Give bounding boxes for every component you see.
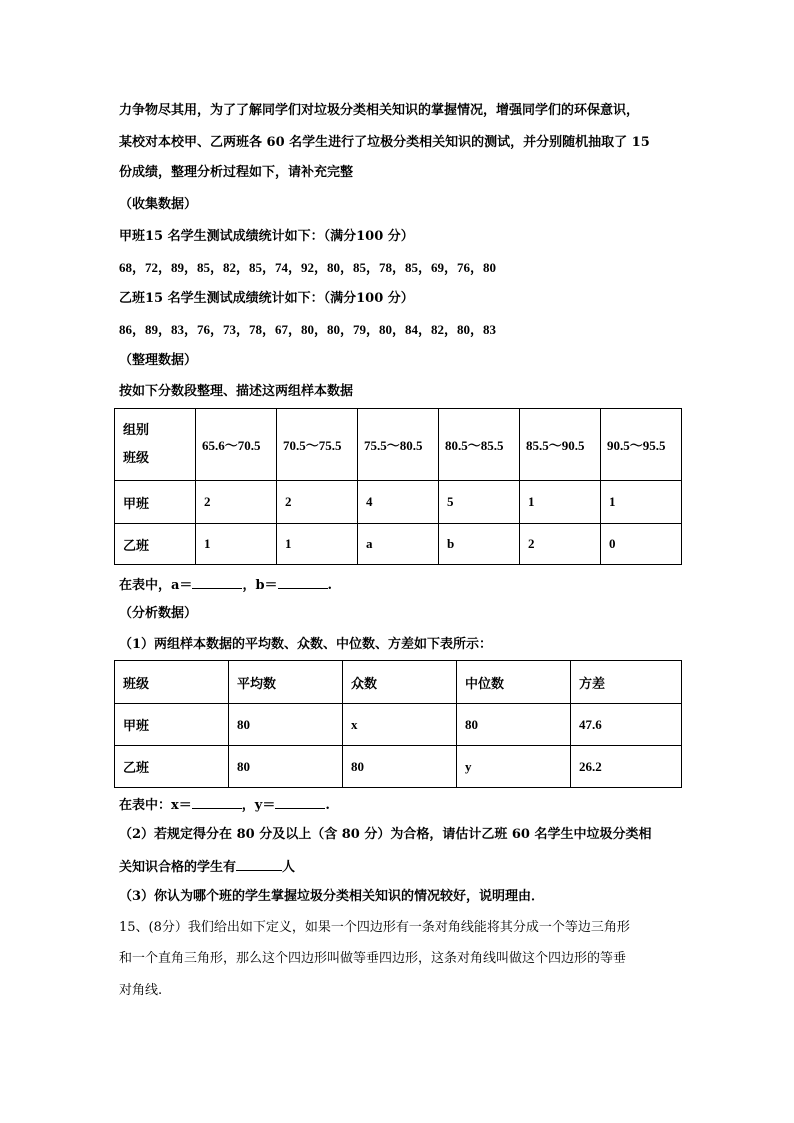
table-row <box>115 704 682 746</box>
table-cell: 4 <box>358 481 439 524</box>
corner-cell <box>115 409 196 481</box>
q2-suffix: 人 <box>282 860 296 875</box>
fill-in-ab <box>119 575 332 595</box>
table-cell: 80 <box>229 746 343 788</box>
answer-blank-a[interactable] <box>192 575 242 589</box>
corner-top-label: 组别 <box>123 422 150 438</box>
header-cell: 70.5～75.5 <box>277 409 358 481</box>
organize-desc: 按如下分数段整理、描述这两组样本数据 <box>119 384 354 399</box>
answer-blank-x[interactable] <box>192 795 242 809</box>
row-label: 甲班 <box>115 704 229 746</box>
yi-scores: 86，89，83，76，73，78，67，80，80，79，80，84，82，80，83 <box>119 322 497 337</box>
header-cell: 80.5～85.5 <box>439 409 520 481</box>
fill-xy-mid: ，y＝ <box>241 798 276 813</box>
intro-line-1: 力争物尽其用，为了了解同学们对垃圾分类相关知识的掌握情况，增强同学们的环保意识， <box>119 103 640 118</box>
table-row <box>115 409 682 481</box>
header-cell: 85.5～90.5 <box>520 409 601 481</box>
intro-line-2: 某校对本校甲、乙两班各 60 名学生进行了垃极分类相关知识的测试，并分别随机抽取了 15 <box>119 135 650 150</box>
frequency-table <box>114 408 682 565</box>
table-cell: 2 <box>277 481 358 524</box>
header-cell: 90.5～95.5 <box>601 409 682 481</box>
table-row <box>115 481 682 524</box>
row-label: 乙班 <box>115 524 196 565</box>
table-cell: y <box>457 746 571 788</box>
table-cell: 2 <box>196 481 277 524</box>
table-cell: 2 <box>520 524 601 565</box>
question-3: （3）你认为哪个班的学生掌握垃圾分类相关知识的情况较好，说明理由． <box>119 889 545 904</box>
header-cell: 65.6～70.5 <box>196 409 277 481</box>
table-row <box>115 746 682 788</box>
q2-prefix: 关知识合格的学生有 <box>119 860 237 875</box>
table-cell: a <box>358 524 439 565</box>
fill-xy-end: . <box>325 798 330 813</box>
intro-line-3: 份成绩，整理分析过程如下，请补充完整 <box>119 165 354 180</box>
answer-blank-y[interactable] <box>275 795 325 809</box>
question-2-line-2 <box>119 857 295 877</box>
table-cell: 5 <box>439 481 520 524</box>
fill-ab-prefix: 在表中，a＝ <box>119 578 193 593</box>
header-cell: 中位数 <box>457 661 571 704</box>
q15-line-3: 对角线. <box>119 983 163 998</box>
table-cell: 80 <box>343 746 457 788</box>
answer-blank-count[interactable] <box>236 857 282 871</box>
header-cell: 75.5～80.5 <box>358 409 439 481</box>
table-cell: b <box>439 524 520 565</box>
table-cell: 1 <box>277 524 358 565</box>
jia-scores: 68，72，89，85，82，85，74，92，80，85，78，85，69，76，80 <box>119 260 497 275</box>
header-cell: 方差 <box>571 661 682 704</box>
statistics-table <box>114 660 682 788</box>
table-row <box>115 661 682 704</box>
fill-ab-end: . <box>327 578 333 593</box>
table-cell: 1 <box>196 524 277 565</box>
table-cell: 47.6 <box>571 704 682 746</box>
answer-blank-b[interactable] <box>278 575 328 589</box>
table-cell: x <box>343 704 457 746</box>
table-row <box>115 524 682 565</box>
header-cell: 班级 <box>115 661 229 704</box>
analyze-heading: （分析数据） <box>119 606 198 621</box>
question-1: （1）两组样本数据的平均数、众数、中位数、方差如下表所示： <box>119 637 493 652</box>
header-cell: 平均数 <box>229 661 343 704</box>
fill-in-xy <box>119 795 330 815</box>
table-cell: 26.2 <box>571 746 682 788</box>
fill-ab-mid: ，b＝ <box>242 578 278 593</box>
table-cell: 1 <box>520 481 601 524</box>
q15-line-1: 15、(8分）我们给出如下定义，如果一个四边形有一条对角线能将其分成一个等边三角形 <box>119 920 630 935</box>
header-cell: 众数 <box>343 661 457 704</box>
collect-heading: （收集数据） <box>119 197 198 212</box>
organize-heading: （整理数据） <box>119 353 198 368</box>
table-cell: 80 <box>457 704 571 746</box>
fill-xy-prefix: 在表中：x＝ <box>119 798 192 813</box>
row-label: 乙班 <box>115 746 229 788</box>
yi-title: 乙班15 名学生测试成绩统计如下：（满分100 分） <box>119 291 414 306</box>
table-cell: 1 <box>601 481 682 524</box>
row-label: 甲班 <box>115 481 196 524</box>
question-2-line-1: （2）若规定得分在 80 分及以上（含 80 分）为合格，请估计乙班 60 名学生中垃圾分类相 <box>119 827 652 842</box>
table-cell: 0 <box>601 524 682 565</box>
corner-bottom-label: 班级 <box>123 450 150 466</box>
jia-title: 甲班15 名学生测试成绩统计如下：（满分100 分） <box>119 229 414 244</box>
q15-line-2: 和一个直角三角形，那么这个四边形叫做等垂四边形，这条对角线叫做这个四边形的等垂 <box>119 951 627 966</box>
table-cell: 80 <box>229 704 343 746</box>
